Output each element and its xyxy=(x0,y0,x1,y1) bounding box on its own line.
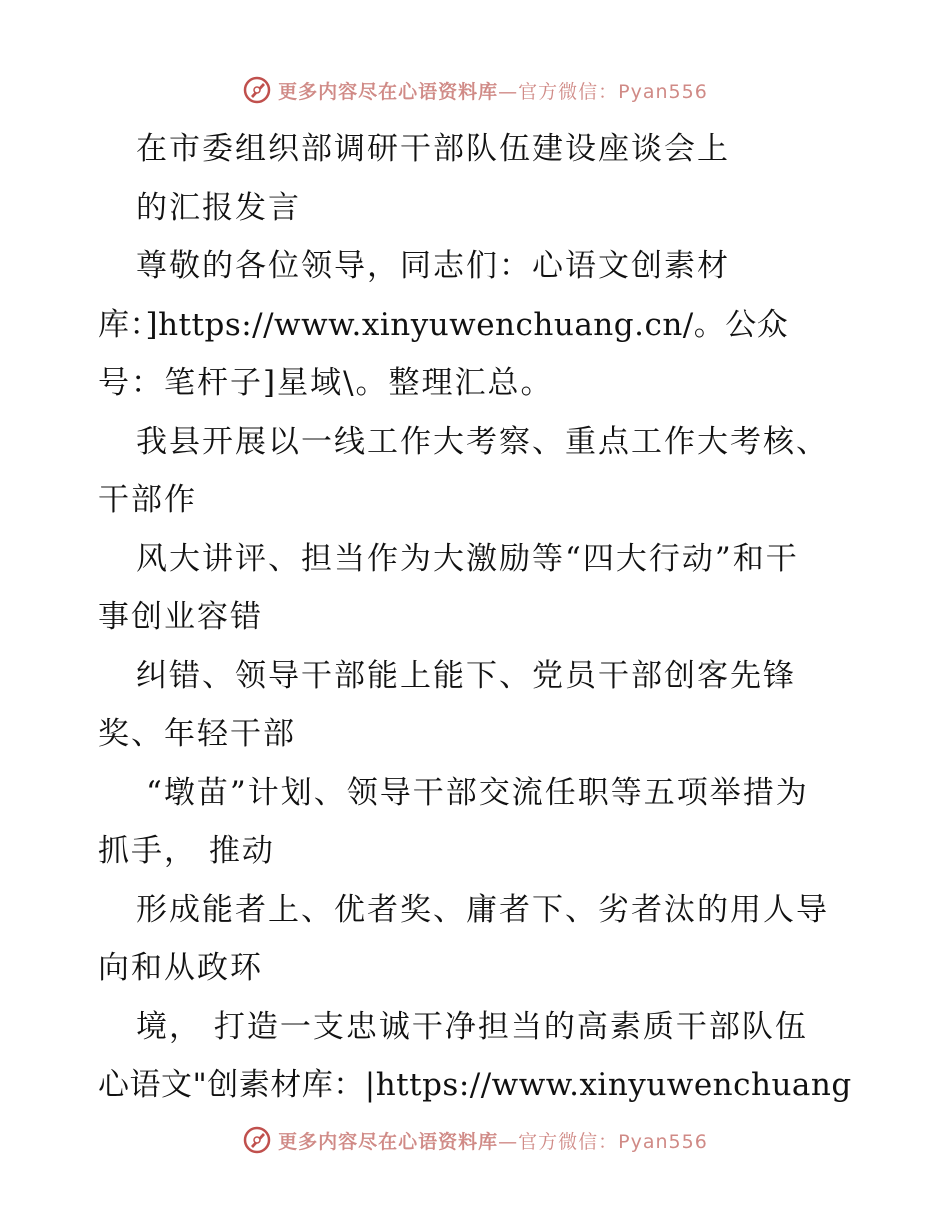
paragraph-line: 抓手， 推动 xyxy=(98,833,275,869)
paragraph-line: 纠错、领导干部能上能下、党员干部创客先锋 xyxy=(136,657,796,694)
watermark-text: 更多内容尽在心语资料库—官方微信：Pyan556 xyxy=(278,1130,708,1153)
paragraph-line: 形成能者上、优者奖、庸者下、劣者汰的用人导 xyxy=(136,891,829,928)
salutation-line: 尊敬的各位领导，同志们：心语文创素材 xyxy=(136,248,730,284)
brand-logo-icon xyxy=(242,1125,272,1155)
paragraph-line: “墩苗”计划、领导干部交流任职等五项举措为 xyxy=(146,774,809,811)
paragraph-line: 心语文"创素材库：|https://www.xinyuwenchuang xyxy=(98,1067,852,1103)
brand-logo-icon xyxy=(242,75,272,105)
paragraph-line: 库：]https://www.xinyuwenchuang.cn/。公众 xyxy=(98,306,789,343)
paragraph-line: 奖、年轻干部 xyxy=(98,716,296,752)
paragraph-line: 境， 打造一支忠诚干净担当的高素质干部队伍 xyxy=(136,1008,808,1045)
paragraph-line: 我县开展以一线工作大考察、重点工作大考核、 xyxy=(136,423,829,460)
title-line-1: 在市委组织部调研干部队伍建设座谈会上 xyxy=(136,131,730,167)
paragraph-line: 干部作 xyxy=(98,482,197,518)
watermark-text: 更多内容尽在心语资料库—官方微信：Pyan556 xyxy=(278,80,708,103)
paragraph-line: 风大讲评、担当作为大激励等“四大行动”和干 xyxy=(136,540,799,577)
document-body xyxy=(98,120,858,1115)
title-line-2: 的汇报发言 xyxy=(136,189,301,226)
paragraph-line: 向和从政环 xyxy=(98,950,263,986)
paragraph-line: 事创业容错 xyxy=(98,599,263,635)
footer-watermark xyxy=(0,1120,950,1160)
paragraph-line: 号：笔杆子]星域\。整理汇总。 xyxy=(98,365,554,401)
header-watermark xyxy=(0,70,950,110)
